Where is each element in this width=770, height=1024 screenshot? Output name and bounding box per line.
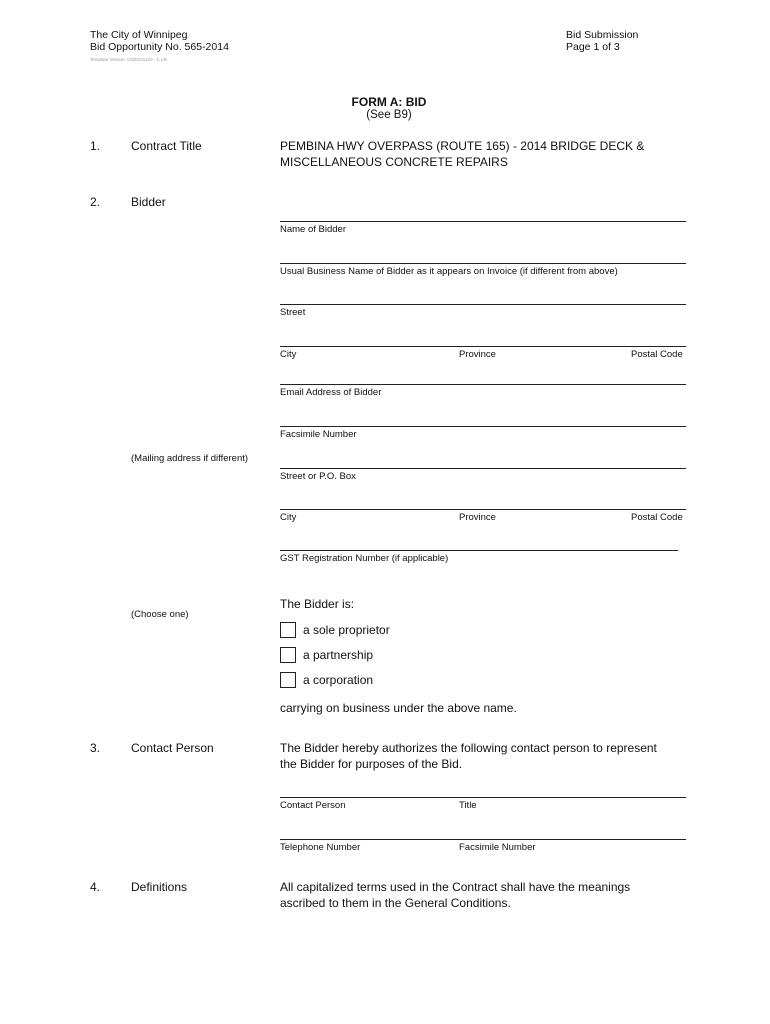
postal-code-caption: Postal Code: [631, 349, 683, 360]
contact-facsimile-caption: Facsimile Number: [459, 842, 536, 853]
form-title: FORM A: BID: [351, 95, 427, 109]
city-name: The City of Winnipeg: [90, 29, 188, 41]
section-2-label: Bidder: [131, 195, 166, 209]
name-of-bidder-caption: Name of Bidder: [280, 224, 347, 235]
gst-line[interactable]: [280, 550, 678, 551]
usual-business-name-line[interactable]: [280, 263, 686, 264]
choose-one-note: (Choose one): [131, 609, 189, 620]
definitions-text-line-2: ascribed to them in the General Conditions.: [280, 896, 511, 910]
section-4-number: 4.: [90, 880, 101, 894]
facsimile-line[interactable]: [280, 426, 686, 427]
email-line[interactable]: [280, 384, 686, 385]
title-caption: Title: [459, 800, 477, 811]
mailing-city-caption: City: [280, 512, 297, 523]
city-province-postal-line[interactable]: [280, 346, 686, 347]
street-po-box-line[interactable]: [280, 468, 686, 469]
mailing-postal-code-caption: Postal Code: [631, 512, 683, 523]
contract-title-line-2: MISCELLANEOUS CONCRETE REPAIRS: [280, 155, 508, 169]
street-line[interactable]: [280, 304, 686, 305]
contract-title-text: [280, 138, 690, 170]
province-caption: Province: [459, 349, 496, 360]
form-subtitle: (See B9): [366, 109, 412, 121]
name-of-bidder-line[interactable]: [280, 221, 686, 222]
sole-proprietor-checkbox[interactable]: [280, 622, 296, 638]
facsimile-caption: Facsimile Number: [280, 429, 357, 440]
header-left: [90, 29, 229, 53]
partnership-label: a partnership: [303, 648, 374, 662]
sole-proprietor-label: a sole proprietor: [303, 623, 390, 637]
telephone-caption: Telephone Number: [280, 842, 361, 853]
contact-person-line[interactable]: [280, 797, 686, 798]
corporation-label: a corporation: [303, 673, 374, 687]
email-caption: Email Address of Bidder: [280, 387, 382, 398]
contract-title-line-1: PEMBINA HWY OVERPASS (ROUTE 165) - 2014 BRIDGE DECK &: [280, 139, 645, 153]
contact-person-text-line-2: the Bidder for purposes of the Bid.: [280, 757, 463, 771]
bidder-is-label: The Bidder is:: [280, 597, 355, 611]
section-3-label: Contact Person: [131, 741, 214, 755]
header-right: [566, 29, 638, 53]
mailing-province-caption: Province: [459, 512, 496, 523]
gst-caption: GST Registration Number (if applicable): [280, 553, 449, 564]
telephone-facsimile-line[interactable]: [280, 839, 686, 840]
section-2-number: 2.: [90, 195, 101, 209]
contact-person-caption: Contact Person: [280, 800, 346, 811]
definitions-text: [280, 879, 686, 911]
page-number: Page 1 of 3: [566, 41, 620, 53]
section-4-label: Definitions: [131, 880, 188, 894]
contact-person-text: [280, 740, 686, 772]
definitions-text-line-1: All capitalized terms used in the Contract shall have the meanings: [280, 880, 631, 894]
contact-person-text-line-1: The Bidder hereby authorizes the following contact person to represent: [280, 741, 657, 755]
bid-opportunity-number: Bid Opportunity No. 565-2014: [90, 41, 229, 53]
city-caption: City: [280, 349, 297, 360]
section-1-number: 1.: [90, 139, 101, 153]
section-1-label: Contract Title: [131, 139, 202, 153]
street-po-box-caption: Street or P.O. Box: [280, 471, 356, 482]
bid-submission-label: Bid Submission: [566, 29, 639, 41]
corporation-checkbox[interactable]: [280, 672, 296, 688]
carrying-on-business-text: carrying on business under the above name.: [280, 701, 517, 715]
section-3-number: 3.: [90, 741, 101, 755]
mailing-city-province-postal-line[interactable]: [280, 509, 686, 510]
template-version: Template Version: C520131120 - C LR: [90, 57, 167, 62]
partnership-checkbox[interactable]: [280, 647, 296, 663]
street-caption: Street: [280, 307, 306, 318]
usual-business-name-caption: Usual Business Name of Bidder as it appears on Invoice (if different from above): [280, 266, 618, 277]
mailing-address-note: (Mailing address if different): [131, 453, 249, 464]
